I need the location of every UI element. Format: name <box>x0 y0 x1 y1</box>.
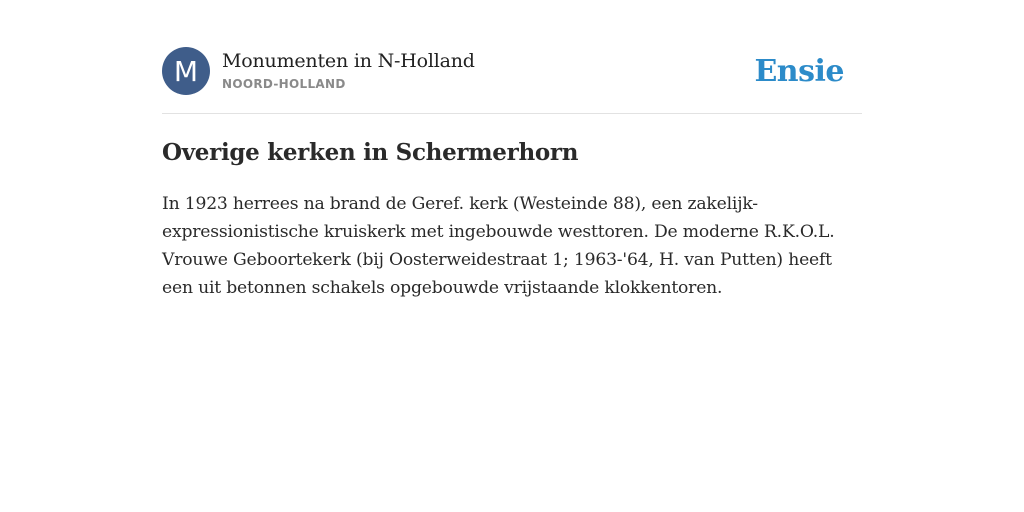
header <box>162 46 862 96</box>
content-container <box>162 46 862 302</box>
source-info <box>222 49 475 93</box>
divider <box>162 113 862 114</box>
avatar[interactable]: M <box>162 47 210 95</box>
source-title[interactable]: Monumenten in N-Holland <box>222 50 475 72</box>
article-title: Overige kerken in Schermerhorn <box>162 139 579 166</box>
brand-logo[interactable]: Ensie <box>754 53 844 89</box>
article-body: In 1923 herrees na brand de Geref. kerk (Westeinde 88), een zakelijk-expressionistische kruiskerk met ingebouwde westtoren. De moderne R.K.O.L. Vrouwe Geboortekerk (bij Oosterweidestraat 1; 1963-'64, H. van Putten) heeft een uit betonnen schakels opgebouwde vrijstaande klokkentoren. <box>162 194 835 298</box>
source-subtitle[interactable]: NOORD-HOLLAND <box>222 77 346 91</box>
